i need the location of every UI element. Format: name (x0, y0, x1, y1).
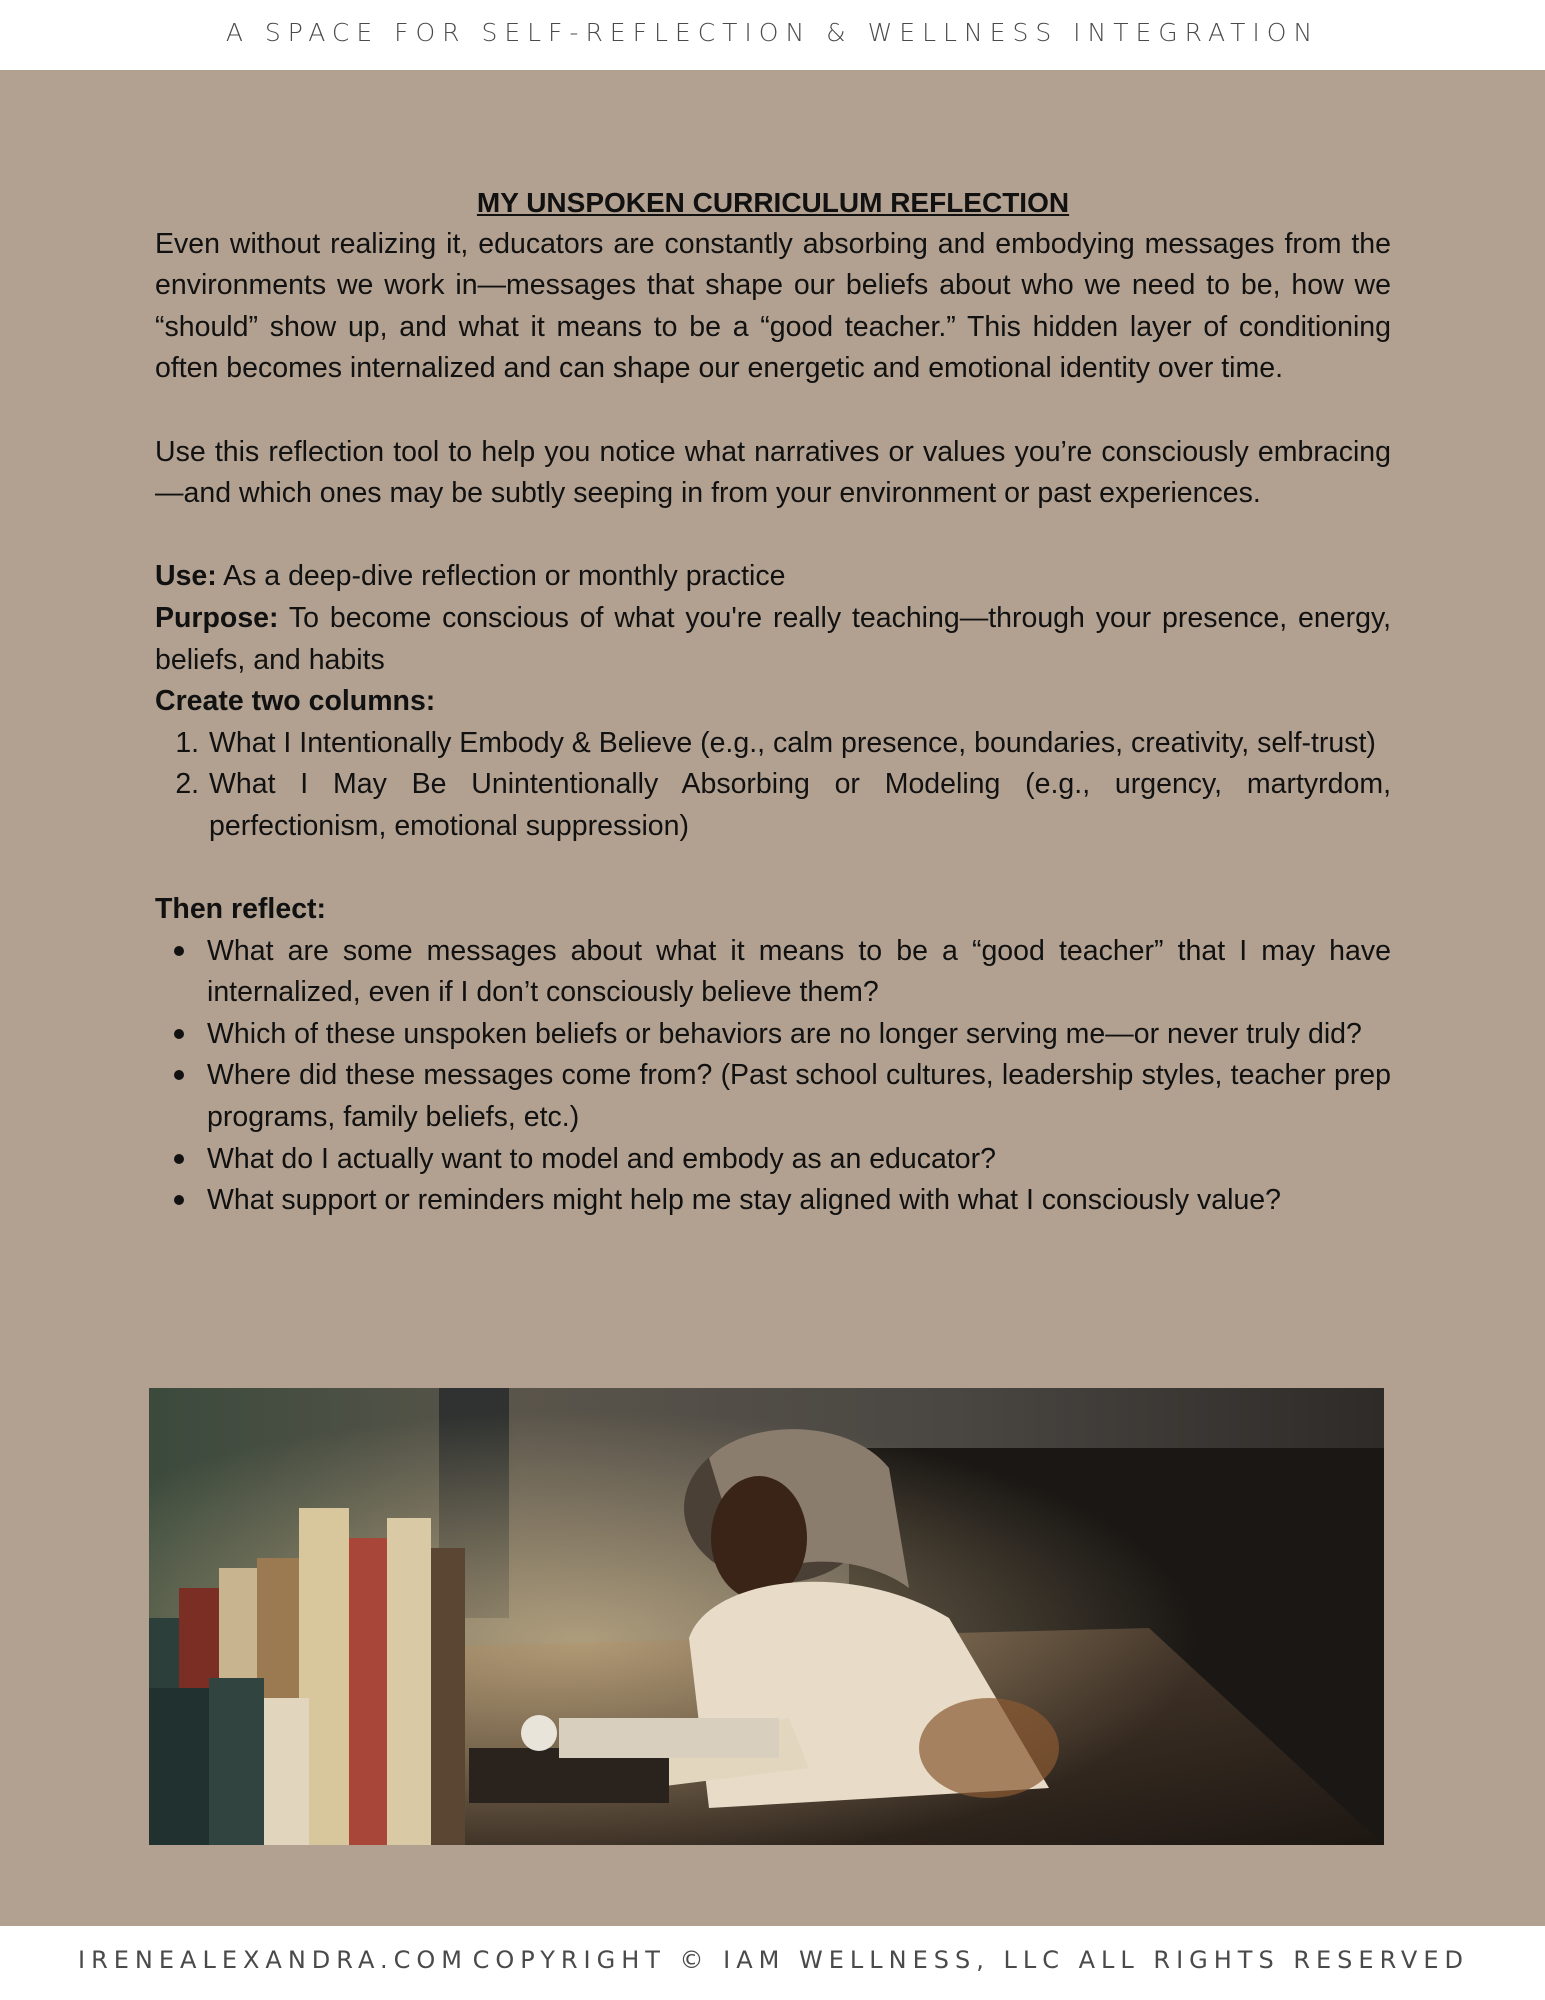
purpose-label: Purpose: (155, 601, 279, 634)
reflect-question: What support or reminders might help me stay aligned with what I consciously value? (207, 1180, 1391, 1222)
reflect-heading-text: Then reflect: (155, 893, 327, 926)
woman-writing-photo (149, 1388, 1384, 1845)
column-item: 1. What I Intentionally Embody & Believe (e.g., calm presence, boundaries, creativity, self-trust) (207, 723, 1391, 765)
columns-heading (155, 681, 1391, 723)
intro-paragraph: Even without realizing it, educators are constantly absorbing and embodying messages from the environments we work in—messages that shape our beliefs about who we need to be, how we “should” show up, and what it means to be a “good teacher.” This hidden layer of conditioning often becomes internalized and can shape our energetic and emotional identity over time. (155, 227, 1391, 385)
use-label: Use: (155, 560, 217, 593)
website-link[interactable]: IRENEALEXANDRA.COM (78, 1946, 468, 1974)
reflect-list (155, 931, 1391, 1222)
reflect-question: What are some messages about what it means to be a “good teacher” that I may have internalized, even if I don’t consciously believe them? (207, 931, 1391, 1014)
purpose-line (155, 598, 1391, 681)
column-item: 2. What I May Be Unintentionally Absorbing or Modeling (e.g., urgency, martyrdom, perfectionism, emotional suppression) (207, 764, 1391, 847)
footer-band (0, 1926, 1545, 2000)
document-title: MY UNSPOKEN CURRICULUM REFLECTION (476, 187, 1070, 218)
columns-heading-text: Create two columns: (155, 685, 436, 718)
copyright-text: COPYRIGHT © IAM WELLNESS, LLC ALL RIGHTS RESERVED (472, 1946, 1469, 1974)
reflect-question: Where did these messages come from? (Past school cultures, leadership styles, teacher prep programs, family beliefs, etc.) (207, 1055, 1391, 1138)
use-text: As a deep-dive reflection or monthly practice (216, 560, 786, 593)
reflect-question: Which of these unspoken beliefs or behaviors are no longer serving me—or never truly did? (207, 1014, 1391, 1056)
main-panel (0, 70, 1545, 1926)
tool-paragraph: Use this reflection tool to help you notice what narratives or values you’re consciously embracing—and which ones may be subtly seeping in from your environment or past experiences. (155, 435, 1391, 510)
reflect-heading (155, 889, 1391, 931)
spacer (155, 515, 1391, 557)
purpose-text: To become conscious of what you're really teaching—through your presence, energy, beliefs, and habits (155, 601, 1391, 676)
reflect-question: What do I actually want to model and embody as an educator? (207, 1139, 1391, 1181)
spacer (155, 848, 1391, 890)
use-line (155, 556, 1391, 598)
header-band (0, 0, 1545, 70)
header-tagline: A SPACE FOR SELF-REFLECTION & WELLNESS INTEGRATION (225, 17, 1320, 47)
document-content (155, 182, 1391, 1222)
photo-illustration (149, 1388, 1384, 1845)
columns-list (155, 723, 1391, 848)
spacer (155, 390, 1391, 432)
